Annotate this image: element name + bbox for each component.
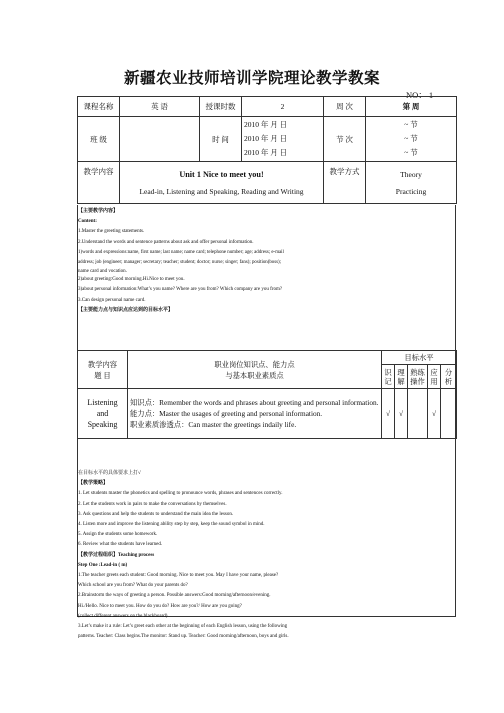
period-1: ~ 节 (404, 120, 418, 129)
strategy-line: 1. Let students master the phonetics and spelling to pronounce words, phrases and sentences correctly. (78, 491, 283, 497)
strategy-line: 5. Assign the students some homework. (78, 532, 158, 538)
date-3: 2010 年 月 日 (244, 148, 288, 157)
date-1: 2010 年 月 日 (244, 120, 288, 129)
period-3: ~ 节 (404, 148, 418, 157)
time-label: 时 间 (200, 117, 242, 162)
method-theory: Theory (400, 169, 422, 179)
unit-title: Unit 1 Nice to meet you! (179, 169, 264, 179)
main-content-heading: 【主要教学内容】 (78, 209, 119, 214)
week-value: 第 周 (366, 97, 457, 117)
check-recall: √ (382, 389, 395, 439)
unit-cell (120, 162, 324, 204)
skill-point: 能力点：Master the usages of greeting and personal information. (130, 409, 323, 418)
level-understand: 理 解 (395, 365, 408, 389)
topic-header: 教学内容 题 目 (78, 351, 128, 389)
main-content-section (77, 207, 456, 316)
level-apply: 应 用 (428, 365, 441, 389)
quality-point: 职业素质渗透点：Can master the greetings indaily life. (130, 420, 297, 429)
period-2: ~ 节 (404, 134, 418, 143)
content-line: 1)words and expressions:name, first name; last name; name card; telephone number; age; address; e-mail (78, 249, 284, 255)
strategy-line: 6. Review what the students have learned. (78, 542, 163, 548)
step-one-heading: Step One :Lead-in ( m) (78, 562, 128, 568)
check-operate (408, 389, 428, 439)
content-label: Content: (78, 219, 97, 225)
date-cell (242, 117, 324, 162)
content-line: 3)about personal information:What’s you name? Where are you from? Which company are you from? (78, 287, 283, 293)
process-line: 3.Let’s make it a rule: Let’s greet each other at the beginning of each English lesson, using the following (78, 624, 288, 630)
level-analyze: 分 析 (441, 365, 457, 389)
content-line: 2)about greeting:Good morning.Hi.Nice to meet you. (78, 277, 185, 283)
document-number: NO： 1 (406, 90, 434, 100)
level-recall: 识 记 (382, 365, 395, 389)
method-practicing: Practicing (395, 186, 427, 196)
ability-heading: 【主要能力点与知识点应达到的目标水平】 (78, 307, 174, 313)
content-line: 2.Understand the words and sentence patterns about ask and offer personal information. (78, 239, 254, 245)
strategy-line: 4. Listen more and improve the listening ability step by step, keep the sound symbol in mind. (78, 522, 265, 528)
page-title: 新疆农业技师培训学院理论教学教案 (123, 70, 380, 87)
content-label: 教学内容 (78, 162, 120, 204)
content-line: 1.Master the greeting statements. (78, 229, 145, 235)
process-line: (collect different answers on the blackboard) (78, 613, 168, 619)
level-header: 目标水平 (382, 351, 457, 365)
period-label: 节 次 (324, 117, 366, 162)
method-label: 教学方式 (324, 162, 366, 204)
row-points (128, 389, 382, 439)
date-2: 2010 年 月 日 (244, 134, 288, 143)
header-table (77, 96, 457, 204)
process-heading: 【教学过程组织】Teaching process (78, 552, 155, 558)
process-line: Hi./Hello. Nice to meet you. How do you do? How are you?/ How are you going? (78, 603, 242, 609)
class-label: 班 级 (78, 117, 120, 162)
check-understand: √ (395, 389, 408, 439)
process-line: 2.Brainstorm the ways of greeting a person. Possible answers:Good morning/afternoon/evening. (78, 593, 271, 599)
row-topic: Listening and Speaking (78, 389, 128, 439)
target-note: 在目标水平的具体要求上打√ (78, 471, 141, 476)
class-value (120, 117, 200, 162)
week-label: 周 次 (324, 97, 366, 117)
target-level-table (77, 350, 457, 439)
process-line: patterns. Teacher: Class begins.The monitor: Stand up. Teacher: Good morning/afternoon, boys and girls. (78, 634, 289, 640)
strategy-section (77, 469, 456, 642)
hours-label: 授课时数 (200, 97, 242, 117)
check-apply: √ (428, 389, 441, 439)
strategy-heading: 【教学策略】 (78, 481, 109, 487)
content-line: address; job (engineer; manager; secretary; teacher; student; doctor; nurse; singer; fans); position(boss); (78, 260, 282, 266)
content-line: 3.Can design personal name card. (78, 297, 146, 303)
strategy-line: 3. Ask questions and help the students to understand the main idea the lesson. (78, 511, 234, 517)
hours-value: 2 (242, 97, 324, 117)
course-label: 课程名称 (78, 97, 120, 117)
unit-subtitle: Lead-in, Listening and Speaking, Reading and Writing (139, 186, 304, 196)
knowledge-point: 知识点：Remember the words and phrases about greeting and personal information. (130, 398, 379, 407)
points-header-line-1: 职业岗位知识点、能力点 (214, 359, 295, 369)
strategy-line: 2. Let the students work in pairs to make the conversations by themselves. (78, 501, 227, 507)
level-operate: 熟练 操作 (408, 365, 428, 389)
process-line: Which school are you from? What do your parents do? (78, 583, 188, 589)
process-line: 1.The teacher greets each student: Good morning. Nice to meet you. May I have your name, please? (78, 573, 279, 579)
method-cell (366, 162, 457, 204)
period-cell (366, 117, 457, 162)
content-line: name card and vocation. (78, 269, 127, 275)
course-value: 英 语 (120, 97, 200, 117)
check-analyze (441, 389, 457, 439)
points-header (128, 351, 382, 389)
points-header-line-2: 与基本职业素质点 (225, 370, 284, 380)
